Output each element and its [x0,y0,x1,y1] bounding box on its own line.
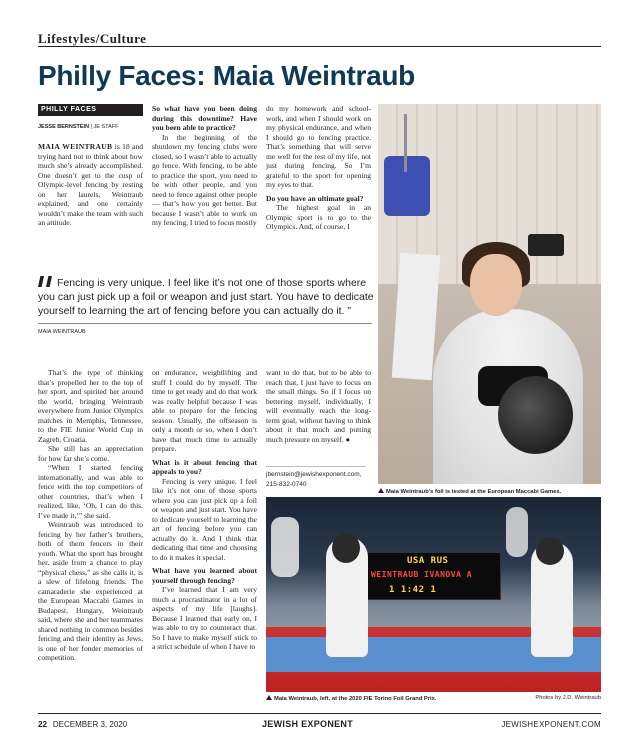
answer-appeal: Fencing is very unique. I feel like it’s not one of those sports where you can just pick up a foil or weapon and just start. You have to dedicate yourself to learning the art of fencing before you can actually do it. And I think that dedicating that time and choosing to do it makes it special. [152,476,257,562]
top-rule [38,46,601,47]
contact-phone: 215-832-0740 [266,481,307,488]
scoreboard [366,552,501,600]
column-2-bottom [152,368,257,708]
para-thinking: That’s the type of thinking that’s propelled her to the top of her sport, and spirited her around the world, bringing Weintraub everywhere from Junior Olympics matches in Memphis, Tennessee, to the FIE Junior World Cup in Zagreb, Croatia. [38,368,143,444]
answer-goal: The highest goal in an Olympic sport is to go to the Olympics. And, of course, I [266,203,371,231]
scoreboard-score: 1 1:42 1 [389,585,437,595]
byline-name: JESSE BERNSTEIN [38,124,90,130]
intro-text: is 18 and trying hard not to think about how much she’s already accomplished. One doesn’t get to the cusp of Olympic-level fencing by resting on her laurels, Weintraub explained, and one certainly wouldn’t make the team with such an attitude. [38,142,143,227]
para-endurance: on endurance, weightlifting and stuff I could do by myself. The time to get ready and do that work was really helpful because I was able to prepare for the fencing season. Usually, the offseason is only a month or so, when I don’t have that much time to actually prepare. [152,368,257,453]
answer-learned: I’ve learned that I am very much a procrastinator in a lot of aspects of my life [laughs]. Because I learned that early on, I was able to try to counteract that. So I have to make myself stick to a strict schedule of when I have to [152,585,257,651]
pull-quote-text: Fencing is very unique. I feel like it’s not one of those sports where you can just pick up a foil or weapon and just start. You have to dedicate yourself to learning the art of fencing before you can actually do it. ” [38,277,374,317]
caption-triangle-icon [378,488,384,493]
question-learned: What have you learned about yourself through fencing? [152,566,257,585]
para-introduced: Weintraub was introduced to fencing by her father’s brothers, both of them fencers in their youth. What the sport has brought her, aside from a chance to play “physical chess,” as she calls it, is a slew of lifelong friends. The camaraderie she experienced at the European Maccabi Games in Budapest, Hungary, Weintraub said, where she and her teammates shared nothing in common besides fencing and their identity as Jews, is one of her fonder memories of competition. [38,520,143,662]
publication-name: JEWISH EXPONENT [262,719,354,729]
column-3-top [266,104,371,264]
page-number: 22 [38,720,47,729]
column-2-top [152,104,257,264]
bottom-rule [38,713,601,714]
contact-rule [266,466,366,467]
column-3-bottom [266,368,371,463]
headline: Philly Faces: Maia Weintraub [38,60,415,91]
para-appreciation: She still has an appreciation for how far she’s come. [38,444,143,463]
byline-staff: JE STAFF [93,124,119,130]
question-downtime: So what have you been doing during this downtime? Have you been able to practice? [152,104,257,132]
kicker-label: PHILLY FACES [38,104,143,116]
website-link[interactable]: JEWISHEXPONENT.COM [501,720,601,729]
byline-sep: | [89,124,94,130]
question-appeal: What is it about fencing that appeals to you? [152,457,257,476]
question-goal: Do you have an ultimate goal? [266,193,364,203]
lead-name: MAIA WEINTRAUB [38,142,113,151]
column-1-top [38,142,143,262]
para-international: “When I started fencing internationally, and was able to fence with the top competitors of other countries, that’s when I realized, like, ‘Oh, I can do this. I’ve made it,’” she said. [38,463,143,520]
answer-downtime-cont: do my homework and school-work, and when I should work on my physical endurance, and when I should go to fencing practice. That’s something that will serve me well for the rest of my life, not just during fencing. So I’m grateful to the sport for opening my eyes to that. [266,104,371,189]
issue-date: DECEMBER 3, 2020 [52,720,128,729]
caption-triangle-icon [266,695,272,700]
photo-foil-test [378,104,601,484]
contact-email: jbernstein@jewishexponent.com, [266,471,362,478]
footer-left [38,720,127,729]
pull-quote [38,276,374,318]
answer-downtime: In the beginning of the shutdown my fencing clubs were closed, so I wasn’t able to actually go fence. With fencing, to be able to practice the sport, you need to be with other people, and you need to fence against other people — that’s how you get better. But because I wasn’t able to work on my fencing, I tried to focus mostly [152,132,257,227]
scoreboard-names: WEINTRAUB IVANOVA A [371,570,473,579]
byline [38,124,119,130]
section-title: Lifestyles/Culture [38,31,147,46]
scoreboard-countries: USA RUS [407,556,449,566]
para-goal-cont: want to do that, but to be able to reach that, I just have to focus on the small things. So if I focus on bettering myself, individually, I will eventually reach the long-term goal, without having to think about it that much and putting much pressure on myself. [266,368,371,444]
photo-credit: Photos by J.D. Weintraub [535,695,601,701]
photo2-caption: Maia Weintraub, left, at the 2020 FIE Torino Foil Grand Prix. [266,695,436,702]
pull-quote-rule [38,323,372,324]
column-1-bottom [38,368,143,708]
contact-info [266,470,361,490]
photo-grand-prix [266,497,601,692]
pull-quote-attribution: MAIA WEINTRAUB [38,329,86,335]
quote-mark-icon [38,276,54,287]
end-mark: ● [345,434,351,444]
photo1-caption: Maia Weintraub’s foil is tested at the European Maccabi Games. [378,488,561,495]
